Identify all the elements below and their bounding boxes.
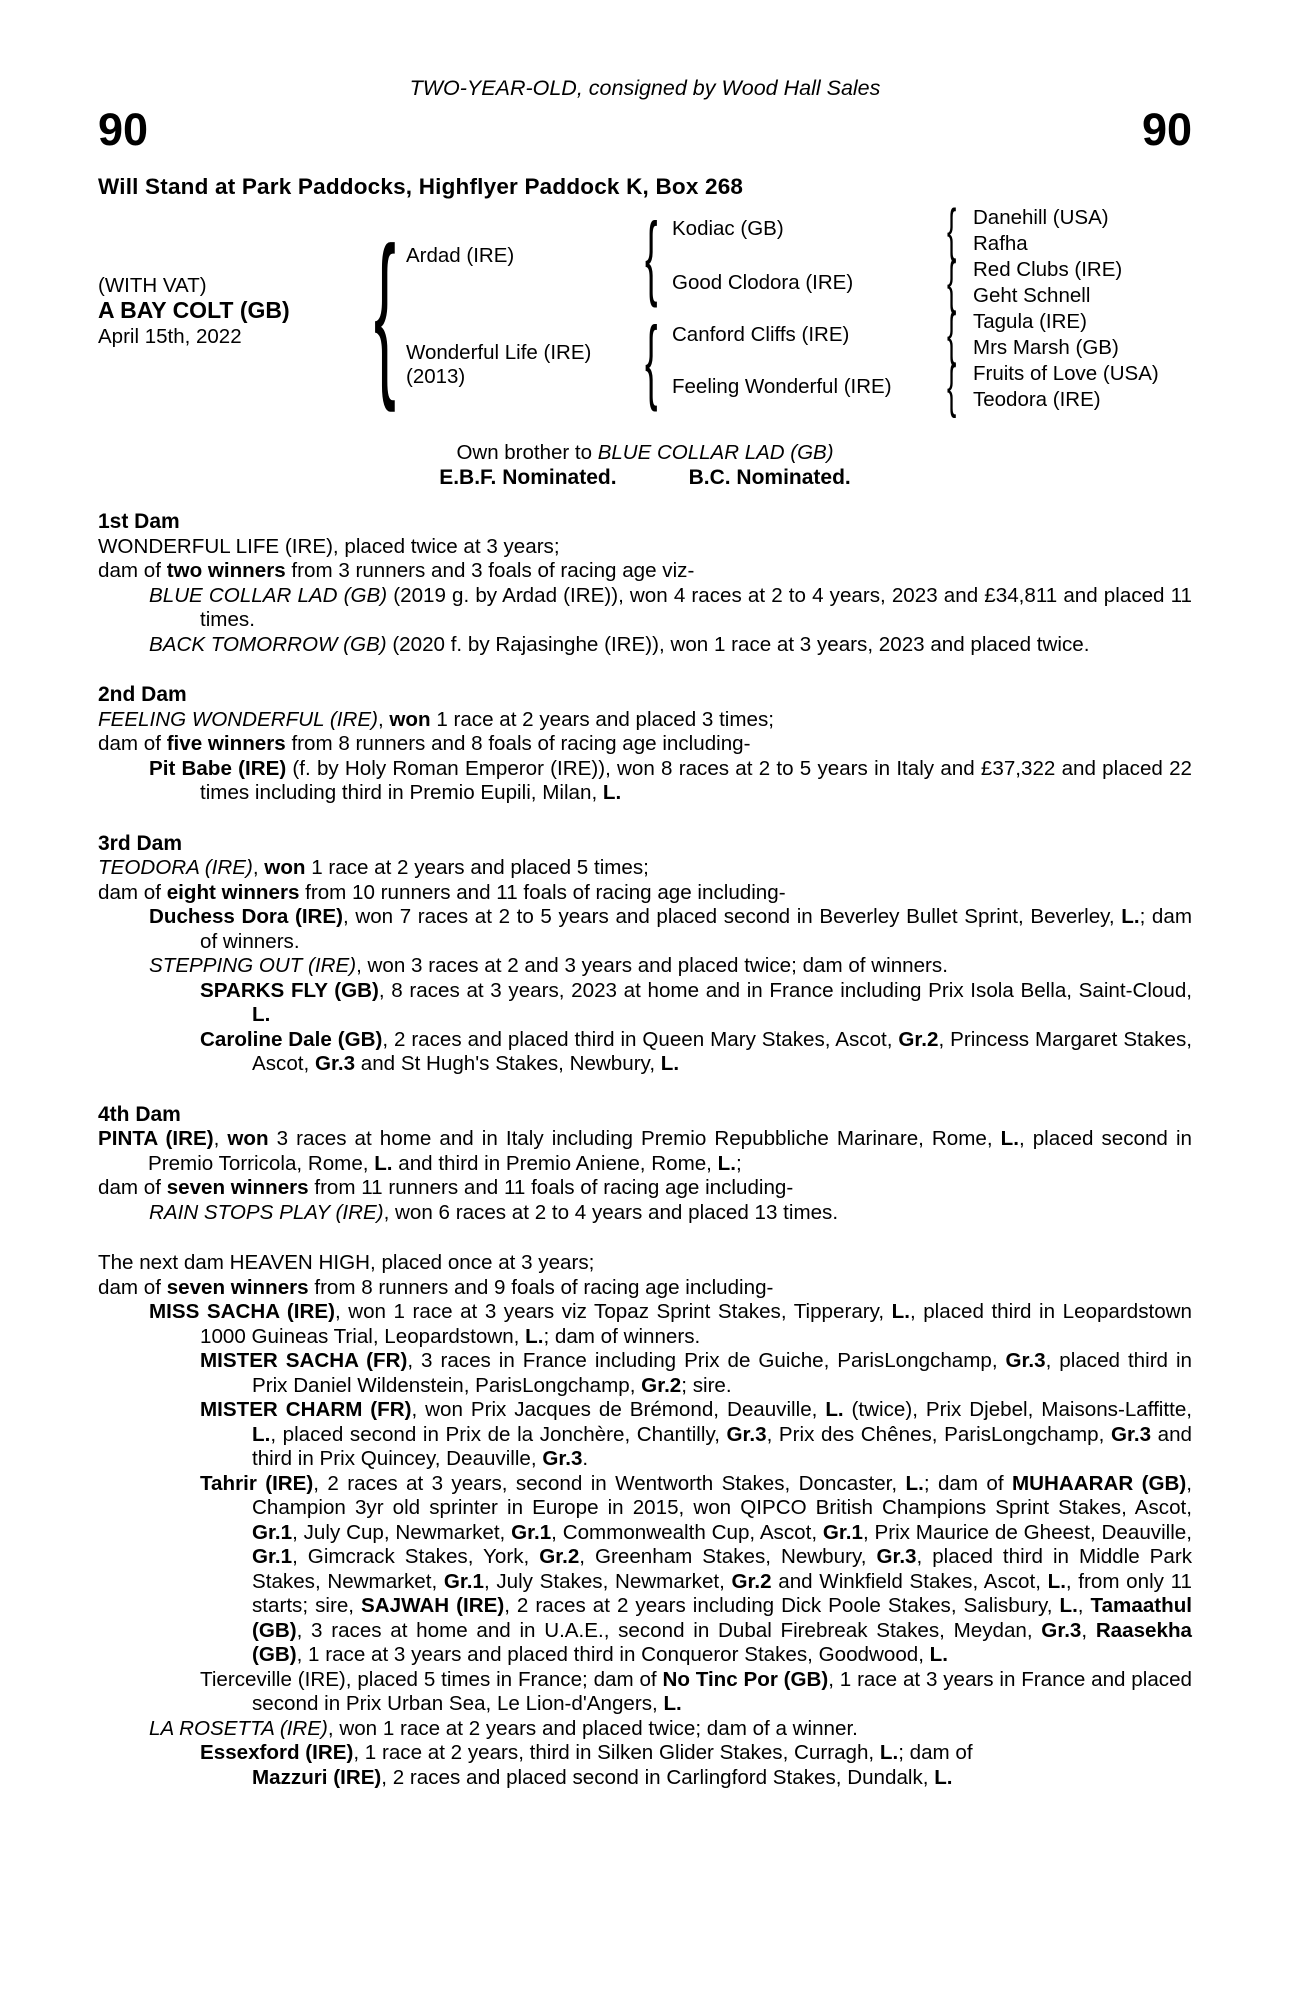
great-grandparent: Fruits of Love (USA) bbox=[973, 362, 1159, 385]
text-run: No Tinc Por (GB) bbox=[662, 1667, 829, 1691]
text-run: PINTA (IRE) bbox=[98, 1127, 214, 1150]
pedigree-entry bbox=[98, 905, 1192, 954]
text-run: The next dam HEAVEN HIGH, placed once at 3 years; bbox=[98, 1251, 595, 1274]
pedigree-entry bbox=[98, 881, 1192, 906]
pedigree-entry bbox=[98, 1276, 1192, 1301]
text-run: Raasekha (GB) bbox=[252, 1618, 1192, 1666]
text-run: MISTER CHARM (FR) bbox=[200, 1398, 412, 1421]
text-run: Gr.1 bbox=[443, 1569, 484, 1593]
text-run: , from only 11 starts; sire, bbox=[252, 1569, 1192, 1617]
dam-section bbox=[98, 683, 1192, 806]
great-grandparent: Danehill (USA) bbox=[973, 206, 1109, 229]
text-run: , July Stakes, Newmarket, bbox=[483, 1569, 732, 1593]
text-run: Essexford (IRE) bbox=[200, 1741, 354, 1764]
text-run: RAIN STOPS PLAY (IRE) bbox=[149, 1200, 384, 1224]
dam-section-heading: 1st Dam bbox=[98, 510, 180, 533]
text-run: dam of bbox=[98, 732, 167, 755]
text-run: , won 1 race at 3 years viz Topaz Sprint Stakes, Tipperary, bbox=[334, 1300, 892, 1323]
text-run: from 10 runners and 11 foals of racing age including- bbox=[299, 880, 786, 904]
text-run: BACK TOMORROW (GB) bbox=[149, 632, 387, 656]
text-run: from 8 runners and 8 foals of racing age including- bbox=[285, 732, 751, 755]
pedigree-entry bbox=[98, 535, 1192, 560]
text-run: 1 race at 2 years and placed 3 times; bbox=[430, 707, 775, 731]
text-run: Tierceville (IRE), placed 5 times in France; dam of bbox=[200, 1667, 663, 1691]
pedigree-entry bbox=[98, 1251, 1192, 1276]
text-run: FEELING WONDERFUL (IRE) bbox=[98, 707, 378, 731]
text-run: dam of bbox=[98, 1176, 167, 1199]
text-run: , 2 races at 3 years, second in Wentworth Stakes, Doncaster, bbox=[313, 1471, 906, 1495]
text-run: L. bbox=[1121, 905, 1140, 928]
text-run: , bbox=[377, 707, 390, 731]
great-grandparent: Rafha bbox=[973, 232, 1028, 255]
dam-section-heading: 4th Dam bbox=[98, 1102, 181, 1126]
pedigree-brace-g3-2: { bbox=[947, 250, 957, 315]
pedigree-entry bbox=[98, 559, 1192, 584]
text-run: , 1 race at 2 years, third in Silken Glider Stakes, Curragh, bbox=[353, 1741, 880, 1764]
text-run: L. bbox=[663, 1692, 682, 1715]
great-grandparent: Geht Schnell bbox=[973, 284, 1091, 307]
dam-section bbox=[98, 510, 1192, 657]
own-brother-name: BLUE COLLAR LAD (GB) bbox=[597, 441, 834, 464]
dam-dam: Feeling Wonderful (IRE) bbox=[672, 375, 892, 398]
text-run: Caroline Dale (GB) bbox=[200, 1027, 383, 1051]
text-run: WONDERFUL LIFE (IRE), placed twice at 3 years; bbox=[98, 534, 560, 558]
text-run: MISTER SACHA (FR) bbox=[200, 1349, 408, 1372]
text-run: ; sire. bbox=[681, 1373, 732, 1397]
text-run: Pit Babe (IRE) bbox=[149, 756, 287, 780]
text-run: MISS SACHA (IRE) bbox=[149, 1300, 335, 1323]
text-run: SPARKS FLY (GB) bbox=[200, 978, 379, 1002]
pedigree-entry bbox=[98, 708, 1192, 733]
text-run: , Princess Margaret Stakes, Ascot, bbox=[252, 1027, 1192, 1075]
text-run: SAJWAH (IRE) bbox=[361, 1594, 505, 1617]
dam-name: Wonderful Life (IRE) bbox=[406, 341, 592, 364]
text-run: Gr.3 bbox=[1041, 1618, 1082, 1642]
text-run: , 3 races at home and in U.A.E., second in Dubal Firebreak Stakes, Meydan, bbox=[296, 1618, 1042, 1642]
text-run: , Greenham Stakes, Newbury, bbox=[579, 1545, 877, 1568]
pedigree-brace-g3-1: { bbox=[947, 198, 957, 263]
text-run: and third in Premio Aniene, Rome, bbox=[392, 1151, 718, 1175]
text-run: STEPPING OUT (IRE) bbox=[149, 954, 357, 977]
text-run: , Gimcrack Stakes, York, bbox=[292, 1545, 540, 1568]
text-run: dam of bbox=[98, 880, 167, 904]
text-run: Gr.2 bbox=[898, 1027, 939, 1051]
dam-year: (2013) bbox=[406, 365, 466, 388]
pedigree-entry bbox=[98, 1349, 1192, 1398]
text-run: , 2 races at 2 years including Dick Poole Stakes, Salisbury, bbox=[504, 1594, 1060, 1617]
text-run: Gr.3 bbox=[314, 1052, 356, 1075]
text-run: , bbox=[1077, 1594, 1091, 1617]
sire-name: Ardad (IRE) bbox=[406, 244, 515, 267]
dam-section bbox=[98, 832, 1192, 1077]
text-run: 3 races at home and in Italy including Premio Repubbliche Marinare, Rome, bbox=[268, 1127, 1001, 1150]
text-run: , bbox=[1081, 1618, 1096, 1642]
text-run: and Winkfield Stakes, Ascot, bbox=[771, 1569, 1048, 1593]
great-grandparent: Teodora (IRE) bbox=[973, 388, 1101, 411]
own-brother-prefix: Own brother to bbox=[456, 441, 598, 464]
text-run: ; bbox=[735, 1151, 742, 1175]
pedigree-entry bbox=[98, 1300, 1192, 1349]
text-run: L. bbox=[374, 1151, 393, 1175]
text-run: won bbox=[227, 1127, 269, 1150]
text-run: ; dam of bbox=[923, 1471, 1012, 1495]
text-run: , July Cup, Newmarket, bbox=[292, 1520, 512, 1544]
text-run: L. bbox=[717, 1151, 736, 1175]
lot-number-left: 90 bbox=[98, 104, 149, 155]
pedigree-entry bbox=[98, 1766, 1192, 1791]
text-run: (f. by Holy Roman Emperor (IRE)), won 8 races at 2 to 5 years in Italy and £37,322 and placed 22 times including third in Premio Eupili, Milan, bbox=[200, 756, 1192, 804]
text-run: , placed second in Prix de la Jonchère, Chantilly, bbox=[270, 1422, 727, 1446]
pedigree-entry bbox=[98, 757, 1192, 806]
dam-section-heading: 2nd Dam bbox=[98, 683, 187, 706]
text-run: Gr.2 bbox=[539, 1545, 580, 1568]
text-run: TEODORA (IRE) bbox=[98, 856, 253, 879]
text-run: Gr.3 bbox=[876, 1545, 917, 1568]
text-run: , placed second in Premio Torricola, Rome, bbox=[148, 1127, 1192, 1175]
text-run: from 3 runners and 3 foals of racing age viz- bbox=[285, 559, 695, 582]
sire-dam: Good Clodora (IRE) bbox=[672, 271, 854, 294]
text-run: two winners bbox=[166, 559, 286, 582]
text-run: L. bbox=[879, 1741, 899, 1764]
text-run: ; dam of bbox=[898, 1741, 973, 1764]
text-run: L. bbox=[934, 1765, 953, 1789]
text-run: L. bbox=[602, 781, 622, 804]
text-run: , won Prix Jacques de Brémond, Deauville, bbox=[411, 1398, 826, 1421]
text-run: dam of bbox=[98, 1275, 167, 1299]
text-run: , bbox=[252, 856, 265, 879]
text-run: L. bbox=[825, 1398, 844, 1421]
text-run: Tahrir (IRE) bbox=[200, 1471, 314, 1495]
text-run: , 3 races in France including Prix de Guiche, ParisLongchamp, bbox=[407, 1349, 1006, 1372]
text-run: L. bbox=[929, 1643, 948, 1666]
text-run: seven winners bbox=[166, 1275, 309, 1299]
text-run: from 8 runners and 9 foals of racing age including- bbox=[308, 1275, 774, 1299]
text-run: from 11 runners and 11 foals of racing age including- bbox=[308, 1176, 794, 1199]
text-run: , 8 races at 3 years, 2023 at home and in France including Prix Isola Bella, Saint-Cloud, bbox=[378, 978, 1192, 1002]
consignor-line: TWO-YEAR-OLD, consigned by Wood Hall Sales bbox=[409, 76, 881, 100]
text-run: Gr.1 bbox=[511, 1520, 552, 1544]
text-run: (twice), Prix Djebel, Maisons-Laffitte, bbox=[843, 1398, 1192, 1421]
text-run: , 2 races and placed second in Carlingford Stakes, Dundalk, bbox=[381, 1765, 935, 1789]
lot-number-right: 90 bbox=[1141, 104, 1192, 155]
stand-location-line: Will Stand at Park Paddocks, Highflyer Paddock K, Box 268 bbox=[98, 174, 744, 199]
pedigree-brace-g3-3: { bbox=[947, 302, 957, 367]
text-run: L. bbox=[660, 1052, 680, 1075]
text-run: L. bbox=[252, 1422, 271, 1446]
text-run: L. bbox=[252, 1003, 271, 1026]
great-grandparent: Mrs Marsh (GB) bbox=[973, 336, 1119, 359]
pedigree-entry bbox=[98, 633, 1192, 658]
ebf-nomination: E.B.F. Nominated. bbox=[439, 466, 617, 489]
pedigree-entry bbox=[98, 1472, 1192, 1668]
pedigree-brace-dam: { bbox=[645, 307, 658, 412]
text-run: , won 3 races at 2 and 3 years and placed twice; dam of winners. bbox=[356, 954, 948, 977]
pedigree-entry bbox=[98, 1028, 1192, 1077]
great-grandparent: Tagula (IRE) bbox=[973, 310, 1087, 333]
text-run: LA ROSETTA (IRE) bbox=[149, 1716, 328, 1740]
catalogue-body bbox=[98, 510, 1192, 1790]
text-run: ; dam of winners. bbox=[200, 905, 1192, 953]
pedigree-tree bbox=[98, 198, 1198, 447]
nominations-line bbox=[98, 466, 1192, 490]
text-run: L. bbox=[905, 1471, 924, 1495]
text-run: Gr.1 bbox=[252, 1520, 293, 1544]
pedigree-entry bbox=[98, 1398, 1192, 1472]
dam-section bbox=[98, 1103, 1192, 1226]
text-run: won bbox=[389, 707, 431, 731]
dam-section bbox=[98, 1251, 1192, 1790]
pedigree-entry bbox=[98, 1201, 1192, 1226]
foaling-date: April 15th, 2022 bbox=[98, 325, 242, 348]
text-run: five winners bbox=[166, 732, 286, 755]
text-run: 1 race at 2 years and placed 5 times; bbox=[305, 856, 649, 879]
text-run: Gr.3 bbox=[1110, 1422, 1152, 1446]
pedigree-entry bbox=[98, 1127, 1192, 1176]
text-run: , won 1 race at 2 years and placed twice; dam of a winner. bbox=[327, 1716, 858, 1740]
text-run: , won 6 races at 2 to 4 years and placed 13 times. bbox=[383, 1200, 839, 1224]
text-run: Mazzuri (IRE) bbox=[252, 1765, 382, 1789]
text-run: Duchess Dora (IRE) bbox=[149, 905, 344, 928]
text-run: dam of bbox=[98, 559, 167, 582]
text-run: Tamaathul (GB) bbox=[252, 1594, 1193, 1642]
text-run: Gr.3 bbox=[542, 1447, 583, 1470]
text-run: Gr.2 bbox=[731, 1569, 772, 1593]
text-run: L. bbox=[1000, 1127, 1019, 1150]
text-run: and third in Prix Quincey, Deauville, bbox=[252, 1422, 1192, 1470]
pedigree-entry bbox=[98, 1741, 1192, 1766]
text-run: , won 7 races at 2 to 5 years and placed second in Beverley Bullet Sprint, Beverley, bbox=[343, 905, 1122, 928]
own-brother-line bbox=[98, 441, 1192, 465]
text-run: , 1 race at 3 years and placed third in Conqueror Stakes, Goodwood, bbox=[296, 1643, 930, 1666]
text-run: Gr.3 bbox=[1005, 1349, 1046, 1372]
text-run: MUHAARAR (GB) bbox=[1011, 1471, 1187, 1495]
text-run: L. bbox=[1059, 1594, 1078, 1617]
text-run: , Prix Maurice de Gheest, Deauville, bbox=[862, 1520, 1192, 1544]
text-run: ; dam of winners. bbox=[543, 1324, 701, 1348]
text-run: BLUE COLLAR LAD (GB) bbox=[149, 583, 388, 607]
vat-note: (WITH VAT) bbox=[98, 274, 207, 297]
pedigree-brace-sire: { bbox=[645, 203, 658, 308]
pedigree-entry bbox=[98, 979, 1192, 1028]
pedigree-entry bbox=[98, 584, 1192, 633]
subject-name: A BAY COLT (GB) bbox=[98, 297, 290, 323]
text-run: , Champion 3yr old sprinter in Europe in 2015, won QIPCO British Champions Sprint Stakes, Ascot, bbox=[252, 1471, 1192, 1519]
text-run: , bbox=[213, 1127, 228, 1150]
text-run: , Prix des Chênes, ParisLongchamp, bbox=[766, 1422, 1111, 1446]
dam-section-heading: 3rd Dam bbox=[98, 831, 183, 855]
text-run: L. bbox=[891, 1300, 910, 1323]
text-run: Gr.1 bbox=[822, 1520, 863, 1544]
text-run: , Commonwealth Cup, Ascot, bbox=[551, 1520, 823, 1544]
text-run: , 1 race at 3 years in France and placed second in Prix Urban Sea, Le Lion-d'Angers, bbox=[252, 1667, 1192, 1715]
pedigree-entry bbox=[98, 1717, 1192, 1742]
text-run: (2019 g. by Ardad (IRE)), won 4 races at 2 to 4 years, 2023 and £34,811 and placed 11 times. bbox=[200, 583, 1192, 631]
text-run: won bbox=[264, 856, 306, 879]
pedigree-entry bbox=[98, 732, 1192, 757]
pedigree-entry bbox=[98, 954, 1192, 979]
sire-sire: Kodiac (GB) bbox=[672, 217, 784, 240]
text-run: (2020 f. by Rajasinghe (IRE)), won 1 race at 3 years, 2023 and placed twice. bbox=[386, 632, 1090, 656]
dam-sire: Canford Cliffs (IRE) bbox=[672, 323, 850, 346]
text-run: seven winners bbox=[166, 1176, 309, 1199]
text-run: eight winners bbox=[166, 880, 300, 904]
text-run: , 2 races and placed third in Queen Mary Stakes, Ascot, bbox=[382, 1027, 899, 1051]
text-run: L. bbox=[525, 1324, 544, 1348]
text-run: . bbox=[582, 1447, 589, 1470]
great-grandparent: Red Clubs (IRE) bbox=[973, 258, 1123, 281]
bc-nomination: B.C. Nominated. bbox=[688, 466, 851, 489]
pedigree-entry bbox=[98, 1176, 1192, 1201]
pedigree-brace-g3-4: { bbox=[947, 354, 957, 419]
pedigree-entry bbox=[98, 856, 1192, 881]
pedigree-brace-main: { bbox=[374, 209, 396, 413]
text-run: , placed third in Middle Park Stakes, Newmarket, bbox=[252, 1545, 1192, 1593]
text-run: , placed third in Leopardstown 1000 Guineas Trial, Leopardstown, bbox=[200, 1300, 1192, 1348]
text-run: Gr.1 bbox=[252, 1545, 293, 1568]
text-run: , placed third in Prix Daniel Wildenstein, ParisLongchamp, bbox=[252, 1349, 1192, 1397]
text-run: and St Hugh's Stakes, Newbury, bbox=[355, 1052, 661, 1075]
text-run: L. bbox=[1047, 1569, 1066, 1593]
text-run: Gr.2 bbox=[641, 1373, 682, 1397]
pedigree-entry bbox=[98, 1668, 1192, 1717]
text-run: Gr.3 bbox=[726, 1422, 767, 1446]
